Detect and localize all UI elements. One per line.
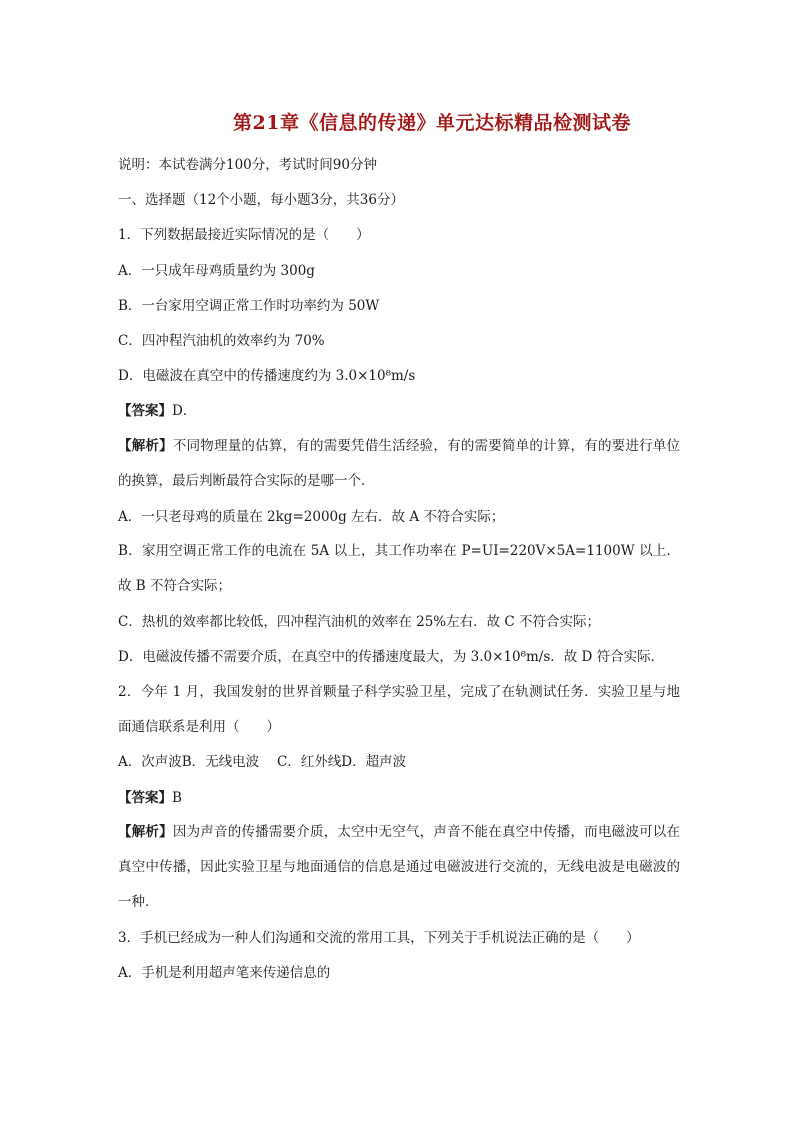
question-3-stem: 3．手机已经成为一种人们沟通和交流的常用工具，下列关于手机说法正确的是（ ）	[118, 929, 640, 946]
answer-label: 【答案】	[118, 403, 172, 420]
question-2-analysis	[118, 815, 680, 920]
analysis-text: 因为声音的传播需要介质，太空中无空气，声音不能在真空中传播，而电磁波可以在真空中传播，因此实验卫星与地面通信的信息是通过电磁波进行交流的，无线电波是电磁波的一种．	[118, 824, 681, 911]
question-1-option-b: B．一台家用空调正常工作时功率约为 50W	[118, 297, 380, 314]
question-1-analysis	[118, 429, 680, 499]
analysis-label: 【解析】	[118, 438, 173, 454]
question-2-options: A．次声波B．无线电波 C．红外线D．超声波	[118, 754, 407, 771]
question-1-detail-d: D．电磁波传播不需要介质，在真空中的传播速度最大，为 3.0×10⁸m/s．故 D 符合实际．	[118, 649, 665, 666]
document-title: 第21章《信息的传递》单元达标精品检测试卷	[233, 112, 631, 134]
analysis-text: 不同物理量的估算，有的需要凭借生活经验，有的需要简单的计算，有的要进行单位的换算，最后判断最符合实际的是哪一个．	[118, 438, 681, 489]
question-1-option-c: C．四冲程汽油机的效率约为 70%	[118, 332, 325, 349]
question-1-answer	[118, 399, 680, 423]
question-1-option-a: A．一只成年母鸡质量约为 300g	[118, 262, 315, 279]
answer-label: 【答案】	[118, 789, 172, 806]
section-heading: 一、选择题（12个小题，每小题3分，共36分）	[118, 192, 404, 209]
question-1-detail-c: C．热机的效率都比较低，四冲程汽油机的效率在 25%左右．故 C 不符合实际；	[118, 613, 601, 630]
question-2-stem: 2．今年 1 月，我国发射的世界首颗量子科学实验卫星，完成了在轨测试任务．实验卫星与地面通信联系是利用（ ）	[118, 683, 680, 735]
question-2-answer	[118, 786, 680, 810]
question-1-detail-a: A．一只老母鸡的质量在 2kg=2000g 左右．故 A 不符合实际；	[118, 508, 505, 525]
analysis-label: 【解析】	[118, 824, 173, 841]
answer-value: D．	[172, 403, 197, 420]
answer-value: B	[172, 789, 182, 806]
question-1-detail-b: B．家用空调正常工作的电流在 5A 以上，其工作功率在 P=UI=220V×5A=1100W 以上．故 B 不符合实际；	[118, 543, 680, 595]
exam-intro: 说明：本试卷满分100分，考试时间90分钟	[118, 157, 377, 173]
question-1-stem: 1．下列数据最接近实际情况的是（ ）	[118, 227, 370, 244]
question-1-option-d: D．电磁波在真空中的传播速度约为 3.0×10⁸m/s	[118, 368, 416, 385]
question-3-option-a: A．手机是利用超声笔来传递信息的	[118, 965, 331, 981]
document-body	[118, 153, 680, 996]
